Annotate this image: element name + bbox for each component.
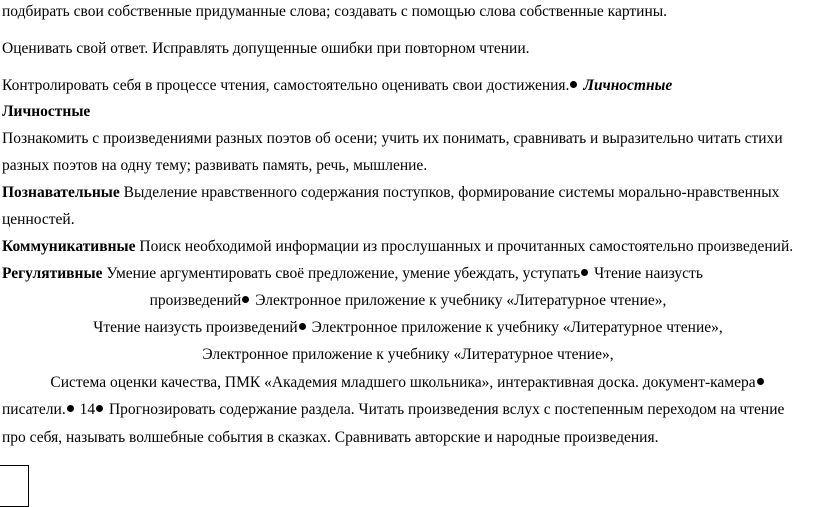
heading-personal: [2, 103, 90, 121]
line-11b-text: Электронное приложение к учебнику «Литературное чтение»,: [251, 292, 667, 309]
cognitive-heading: Познавательные: [2, 184, 120, 201]
text-line-8: [2, 211, 75, 229]
bullet-icon: [67, 405, 74, 412]
bullet-icon: [242, 296, 249, 303]
line-3-text: Контролировать себя в процессе чтения, самостоятельно оценивать свои достижения.: [2, 77, 570, 94]
bullet-icon: [581, 269, 588, 276]
line-15c-text: Прогнозировать содержание раздела. Читать произведения вслух с постепенным переходом на чтение: [105, 401, 785, 418]
text-line-13: [0, 346, 816, 364]
text-line-16: [2, 429, 658, 447]
line-12a-text: Чтение наизусть произведений: [93, 319, 298, 336]
communicative-heading: Коммуникативные: [2, 238, 136, 255]
line-8-text: ценностей.: [2, 211, 75, 228]
bullet-icon: [96, 405, 103, 412]
bullet-icon: [570, 81, 577, 88]
bullet-icon: [757, 378, 764, 385]
table-cell-border: [0, 465, 29, 507]
line-1-text: подбирать свои собственные придуманные слова; создавать с помощью слова собственные картины.: [2, 3, 668, 20]
line-10b-text: Чтение наизусть: [590, 265, 703, 282]
line-9-text: Поиск необходимой информации из прослушанных и прочитанных самостоятельно произведений.: [135, 238, 794, 255]
line-13-text: Электронное приложение к учебнику «Литературное чтение»,: [202, 346, 614, 363]
text-line-12: [0, 319, 816, 337]
line-7-text: Выделение нравственного содержания поступков, формирование системы морально-нравственных: [119, 184, 780, 201]
line-15b-text: 14: [75, 401, 96, 418]
text-line-2: [2, 40, 529, 58]
line-12b-text: Электронное приложение к учебнику «Литературное чтение»,: [307, 319, 723, 336]
text-line-7: [2, 184, 779, 202]
line-4-text: Личностные: [2, 103, 91, 120]
text-line-11: [0, 292, 816, 310]
text-line-3: [2, 77, 672, 95]
text-line-9: [2, 238, 793, 256]
text-line-14: [0, 374, 816, 392]
line-5-text: Познакомить с произведениями разных поэтов об осени; учить их понимать, сравнивать и выразительно читать стихи: [2, 130, 783, 147]
line-6-text: разных поэтов на одну тему; развивать память, речь, мышление.: [2, 157, 428, 174]
line-14-text: Система оценки качества, ПМК «Академия младшего школьника», интерактивная доска. документ-камера: [50, 374, 756, 391]
line-10a-text: Умение аргументировать своё предложение, умение убеждать, уступать: [102, 265, 581, 282]
regulatory-heading: Регулятивные: [2, 265, 103, 282]
text-line-5: [2, 130, 783, 148]
line-2-text: Оценивать свой ответ. Исправлять допущенные ошибки при повторном чтении.: [2, 40, 530, 57]
text-line-15: [2, 401, 784, 419]
text-line-10: [2, 265, 703, 283]
line-15a-text: писатели.: [2, 401, 66, 418]
bullet-icon: [299, 323, 306, 330]
line-3-heading: Личностные: [583, 77, 673, 94]
text-line-6: [2, 157, 427, 175]
line-16-text: про себя, называть волшебные события в сказках. Сравнивать авторские и народные произведения.: [2, 429, 659, 446]
line-11a-text: произведений: [149, 292, 242, 309]
text-line-1: [2, 3, 667, 21]
